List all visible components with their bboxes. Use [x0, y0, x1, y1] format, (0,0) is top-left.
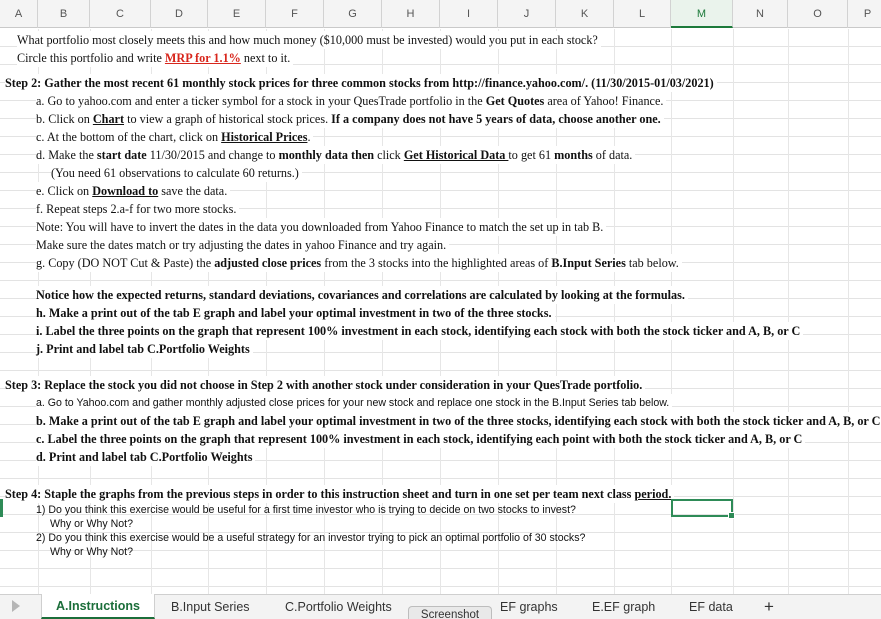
cell-text[interactable]: b. Click on Chart to view a graph of historical stock prices. If a company does not have 5 years of data, choose another one. — [36, 110, 664, 128]
row-marker — [0, 499, 3, 517]
tab-ef-graphs[interactable]: EF graphs — [500, 600, 558, 614]
tab-a-instructions[interactable]: A.Instructions — [41, 594, 155, 619]
cell-text[interactable]: f. Repeat steps 2.a-f for two more stocks. — [36, 200, 239, 218]
mrp-highlight: MRP for 1.1% — [164, 51, 241, 65]
cell-text[interactable]: a. Go to Yahoo.com and gather monthly adjusted close prices for your new stock and replace one stock in the B.Input Series tab below. — [36, 394, 672, 412]
column-header-p[interactable]: P — [848, 0, 881, 28]
cell-text[interactable]: e. Click on Download to save the data. — [36, 182, 230, 200]
column-header-n[interactable]: N — [733, 0, 788, 28]
column-header-l[interactable]: L — [614, 0, 671, 28]
cell-text[interactable]: Why or Why Not? — [50, 546, 134, 558]
cell-text[interactable]: c. Label the three points on the graph that represent 100% investment in each stock, identifying each point with both the stock ticker and A, B, or C — [36, 430, 805, 448]
scroll-tabs-icon[interactable] — [12, 600, 20, 612]
column-header-m[interactable]: M — [671, 0, 733, 28]
cell-text[interactable]: h. Make a print out of the tab E graph and label your optimal investment in two of the three stocks. — [36, 304, 555, 322]
column-header-d[interactable]: D — [151, 0, 208, 28]
column-header-c[interactable]: C — [90, 0, 151, 28]
cell-text[interactable]: Note: You will have to invert the dates in the data you downloaded from Yahoo Finance to match the set up in tab B. — [36, 218, 606, 236]
cell-text[interactable]: d. Print and label tab C.Portfolio Weights — [36, 448, 255, 466]
cell-text[interactable]: Circle this portfolio and write MRP for 1.1% next to it. — [17, 49, 293, 67]
cell-text[interactable]: 1) Do you think this exercise would be useful for a first time investor who is trying to decide on two stocks to invest? — [36, 504, 576, 516]
tab-b-input-series[interactable]: B.Input Series — [171, 600, 250, 614]
cell-text[interactable]: c. At the bottom of the chart, click on Historical Prices. — [36, 128, 313, 146]
add-sheet-button[interactable]: + — [764, 597, 774, 616]
column-header-o[interactable]: O — [788, 0, 848, 28]
cell-text[interactable]: What portfolio most closely meets this and how much money ($10,000 must be invested) would you put in each stock? — [17, 31, 601, 49]
step2-heading[interactable]: Step 2: Gather the most recent 61 monthly stock prices for three common stocks from http://finance.yahoo.com/. (11/30/2015-01/03/2021) — [5, 74, 717, 92]
cell-text[interactable]: i. Label the three points on the graph that represent 100% investment in each stock, identifying each stock with both the stock ticker and A, B, or C — [36, 322, 803, 340]
tab-e-ef-graph[interactable]: E.EF graph — [592, 600, 656, 614]
step3-heading[interactable]: Step 3: Replace the stock you did not choose in Step 2 with another stock under consideration in your QuesTrade portfolio. — [5, 376, 645, 394]
tab-c-portfolio-weights[interactable]: C.Portfolio Weights — [285, 600, 392, 614]
column-header-g[interactable]: G — [324, 0, 382, 28]
step4-heading[interactable]: Step 4: Staple the graphs from the previous steps in order to this instruction sheet and turn in one set per team next class period. — [5, 485, 674, 503]
screenshot-tooltip: Screenshot — [408, 606, 492, 619]
column-header-f[interactable]: F — [266, 0, 324, 28]
cell-text[interactable]: a. Go to yahoo.com and enter a ticker symbol for a stock in your QuesTrade portfolio in the Get Quotes area of Yahoo! Finance. — [36, 92, 666, 110]
cell-text[interactable]: Why or Why Not? — [50, 518, 134, 530]
cell-text[interactable]: (You need 61 observations to calculate 60 returns.) — [51, 164, 302, 182]
column-header-k[interactable]: K — [556, 0, 614, 28]
cell-grid[interactable] — [0, 29, 881, 594]
cell-text[interactable]: d. Make the start date 11/30/2015 and change to monthly data then click Get Historical Data to get 61 months of data. — [36, 146, 635, 164]
tab-ef-data[interactable]: EF data — [689, 600, 733, 614]
column-header-i[interactable]: I — [440, 0, 498, 28]
cell-text[interactable]: Notice how the expected returns, standard deviations, covariances and correlations are calculated by looking at the formulas. — [36, 286, 688, 304]
cell-text[interactable]: Make sure the dates match or try adjusting the dates in yahoo Finance and try again. — [36, 236, 449, 254]
column-header-h[interactable]: H — [382, 0, 440, 28]
column-header-bar — [0, 0, 881, 28]
cell-text[interactable]: b. Make a print out of the tab E graph and label your optimal investment in two of the three stocks, identifying each stock with both the stock ticker and A, B, or C — [36, 412, 881, 430]
cell-text[interactable]: j. Print and label tab C.Portfolio Weights — [36, 340, 253, 358]
cell-text[interactable]: g. Copy (DO NOT Cut & Paste) the adjusted close prices from the 3 stocks into the highlighted areas of B.Input Series tab below. — [36, 254, 682, 272]
column-header-b[interactable]: B — [38, 0, 90, 28]
column-header-e[interactable]: E — [208, 0, 266, 28]
cell-text[interactable]: 2) Do you think this exercise would be a useful strategy for an investor trying to pick an optimal portfolio of 30 stocks? — [36, 532, 586, 544]
selected-cell[interactable] — [671, 499, 733, 517]
column-header-j[interactable]: J — [498, 0, 556, 28]
column-header-a[interactable]: A — [0, 0, 38, 28]
